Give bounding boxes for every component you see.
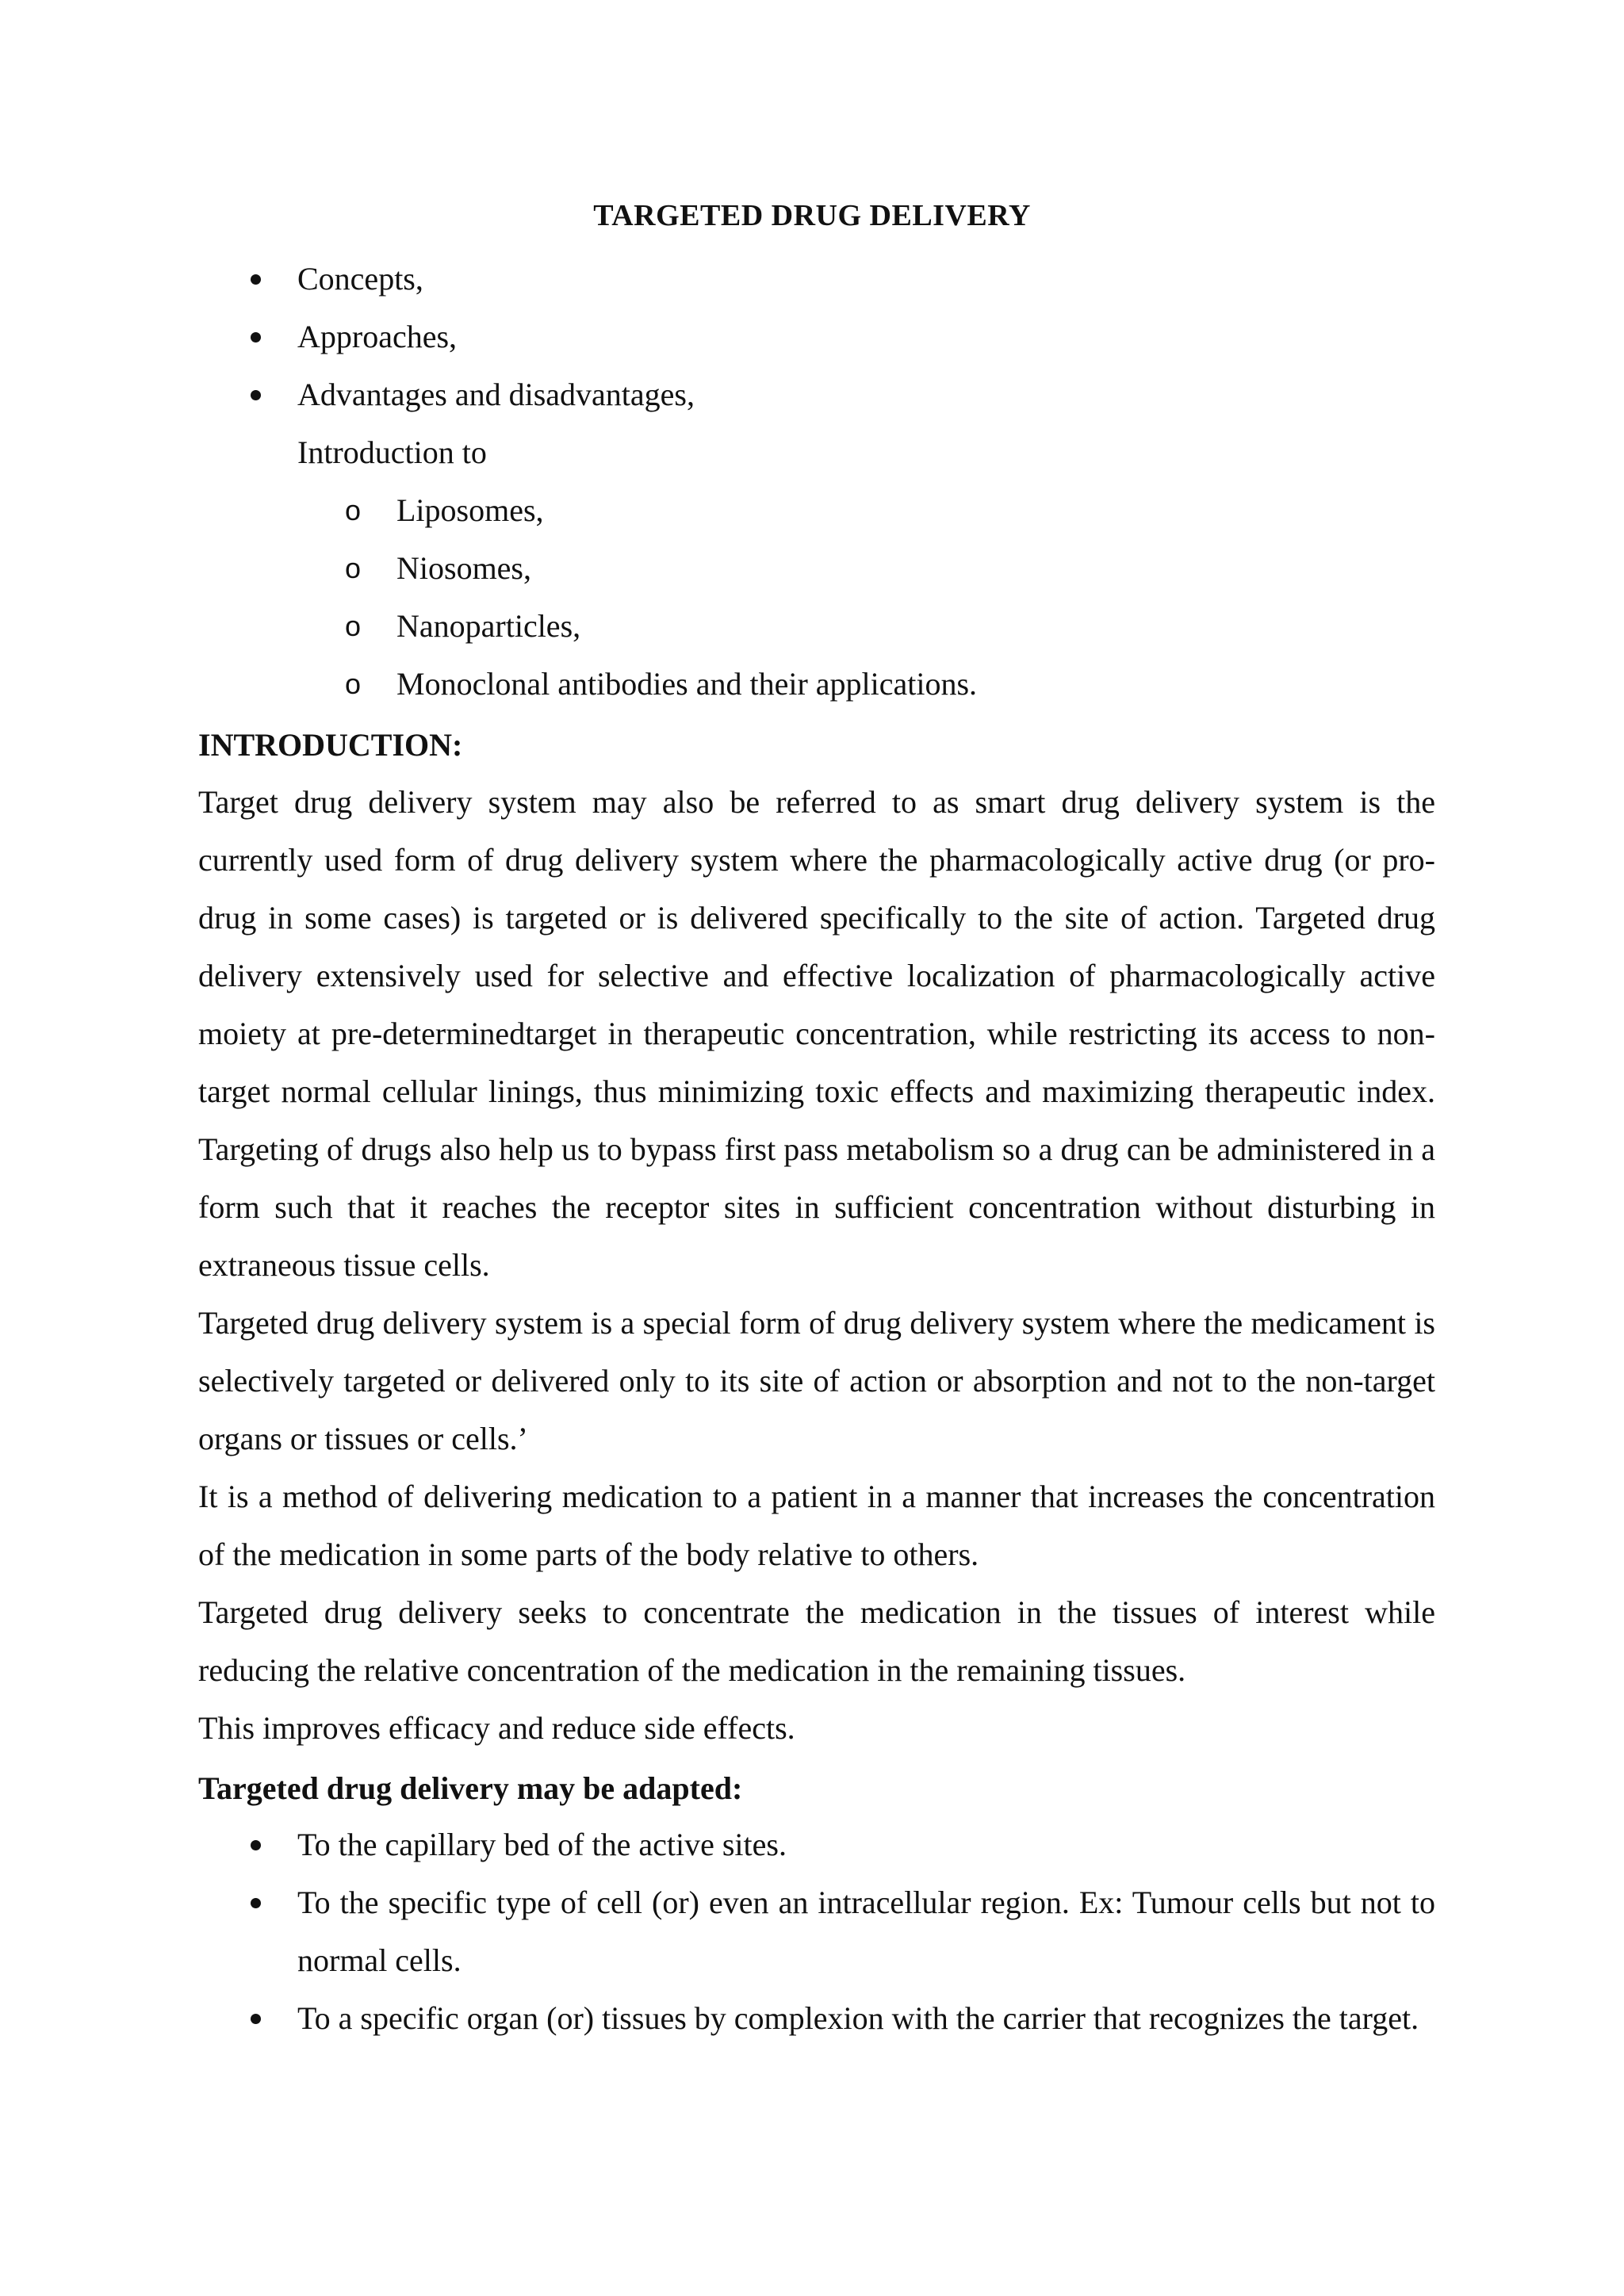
paragraph: Targeted drug delivery system is a special form of drug delivery system where the medicament is selectively targeted or delivered only to its site of action or absorption and not to the non-target organs or tissues or cells.’ [198, 1305, 1435, 1456]
list-item [198, 1816, 1435, 1873]
circle-bullet-icon: o [345, 610, 362, 642]
introduction-heading: INTRODUCTION: [198, 727, 463, 763]
circle-bullet-icon: o [345, 552, 362, 584]
topic-label: Concepts, [297, 261, 423, 297]
subtopic-label: Nanoparticles, [396, 608, 581, 644]
bullet-icon [251, 1840, 261, 1850]
list-item [198, 365, 1467, 423]
paragraph: Targeted drug delivery seeks to concentrate the medication in the tissues of interest while reducing the relative concentration of the medication in the remaining tissues. [198, 1594, 1435, 1688]
bullet-icon [251, 274, 261, 285]
topic-label: Advantages and disadvantages, [297, 377, 695, 412]
adapted-item-text: To the specific type of cell (or) even an intracellular region. Ex: Tumour cells but not to normal cells. [297, 1885, 1435, 1978]
topic-list [198, 250, 1467, 713]
topic-label: Approaches, [297, 319, 458, 354]
list-item [198, 1989, 1435, 2047]
sublist-item [198, 539, 1467, 597]
bullet-icon [251, 1898, 261, 1908]
bullet-icon [251, 390, 261, 400]
circle-bullet-icon: o [345, 494, 362, 526]
bullet-icon [251, 2014, 261, 2024]
subtopic-label: Liposomes, [396, 492, 544, 528]
list-item [198, 1873, 1435, 1989]
subtopic-label: Monoclonal antibodies and their applications. [396, 666, 978, 702]
adapted-list [198, 1816, 1435, 2047]
list-item [198, 308, 1467, 365]
adapted-item-text: To a specific organ (or) tissues by complexion with the carrier that recognizes the target. [297, 2000, 1419, 2036]
intro-to-label: Introduction to [297, 434, 487, 470]
subtopic-label: Niosomes, [396, 550, 531, 586]
adapted-heading: Targeted drug delivery may be adapted: [198, 1770, 743, 1806]
page-title: TARGETED DRUG DELIVERY [593, 199, 1031, 232]
bullet-icon [251, 332, 261, 342]
sublist-item [198, 597, 1467, 655]
paragraph: It is a method of delivering medication to a patient in a manner that increases the concentration of the medication in some parts of the body relative to others. [198, 1479, 1435, 1572]
introduction-body [198, 773, 1435, 1757]
circle-bullet-icon: o [345, 668, 362, 700]
adapted-item-text: To the capillary bed of the active sites. [297, 1827, 787, 1862]
intro-to-line [198, 423, 1467, 481]
sublist-item [198, 655, 1467, 713]
paragraph: This improves efficacy and reduce side effects. [198, 1710, 795, 1746]
sublist-item [198, 481, 1467, 539]
list-item [198, 250, 1467, 308]
paragraph: Target drug delivery system may also be referred to as smart drug delivery system is the currently used form of drug delivery system where the pharmacologically active drug (or pro-drug in some cases) is targeted or is delivered specifically to the site of action. Targeted drug delivery extensively used for selective and effective localization of pharmacologically active moiety at pre-determinedtarget in therapeutic concentration, while restricting its access to non-target normal cellular linings, thus minimizing toxic effects and maximizing therapeutic index. Targeting of drugs also help us to bypass first pass metabolism so a drug can be administered in a form such that it reaches the receptor sites in sufficient concentration without disturbing in extraneous tissue cells. [198, 784, 1435, 1283]
